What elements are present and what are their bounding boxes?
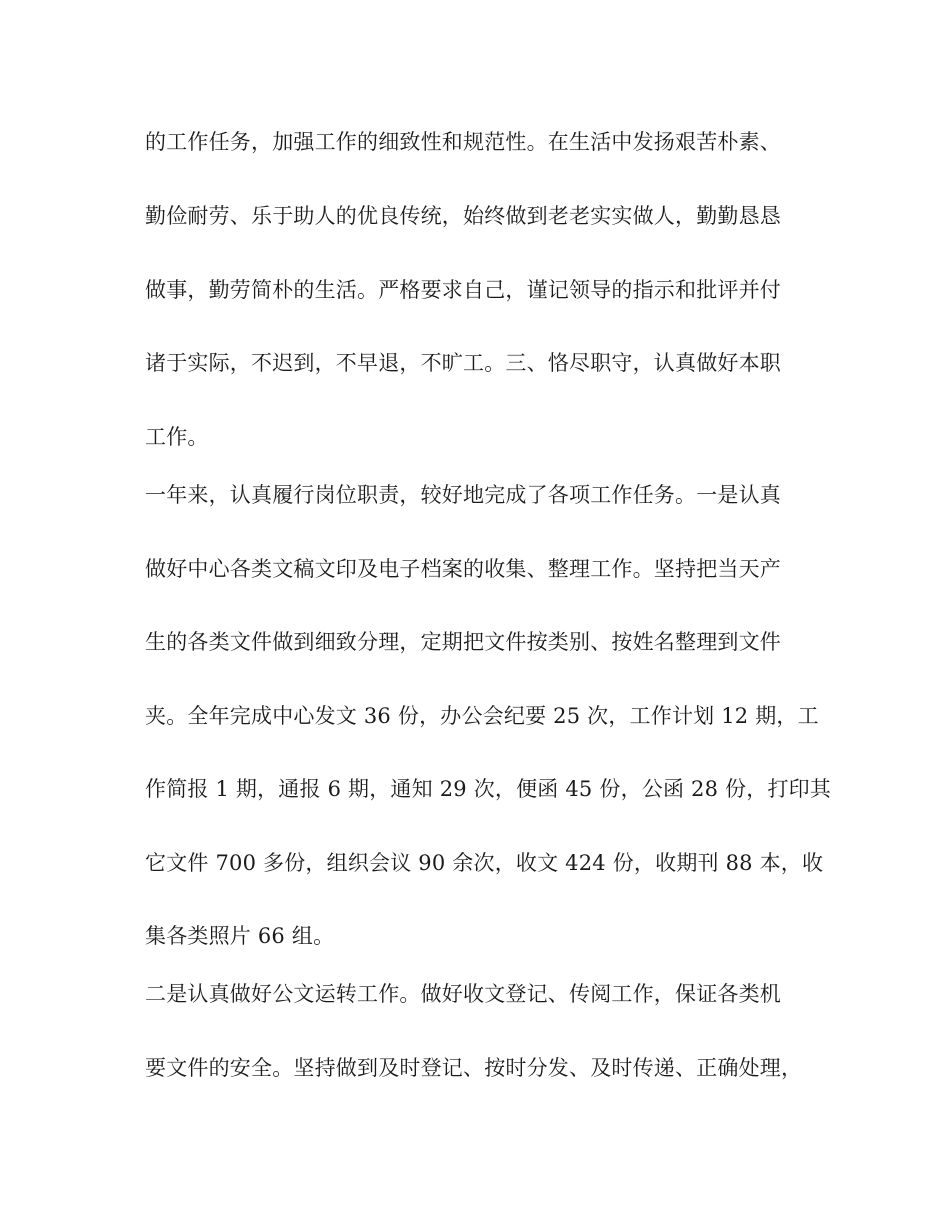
text-line: 工作。	[145, 425, 209, 449]
text-line: 一年来，认真履行岗位职责，较好地完成了各项工作任务。一是认真	[145, 483, 781, 507]
text-line: 诸于实际，不迟到，不早退，不旷工。三、恪尽职守，认真做好本职	[145, 351, 781, 375]
text-line: 夹。全年完成中心发文 36 份，办公会纪要 25 次，工作计划 12 期，工	[145, 704, 819, 728]
text-line: 勤俭耐劳、乐于助人的优良传统，始终做到老老实实做人，勤勤恳恳	[145, 204, 781, 228]
text-line: 要文件的安全。坚持做到及时登记、按时分发、及时传递、正确处理，	[145, 1056, 803, 1080]
text-line: 集各类照片 66 组。	[145, 924, 335, 948]
text-line: 做好中心各类文稿文印及电子档案的收集、整理工作。坚持把当天产	[145, 557, 781, 581]
text-line: 作简报 1 期，通报 6 期，通知 29 次，便函 45 份，公函 28 份，打印其	[145, 777, 832, 801]
text-line: 它文件 700 多份，组织会议 90 余次，收文 424 份，收期刊 88 本，收	[145, 851, 824, 875]
text-line: 做事，勤劳简朴的生活。严格要求自己，谨记领导的指示和批评并付	[145, 278, 781, 302]
text-line: 的工作任务，加强工作的细致性和规范性。在生活中发扬艰苦朴素、	[145, 130, 781, 154]
text-line: 二是认真做好公文运转工作。做好收文登记、传阅工作，保证各类机	[145, 982, 781, 1006]
text-line: 生的各类文件做到细致分理，定期把文件按类别、按姓名整理到文件	[145, 630, 781, 654]
